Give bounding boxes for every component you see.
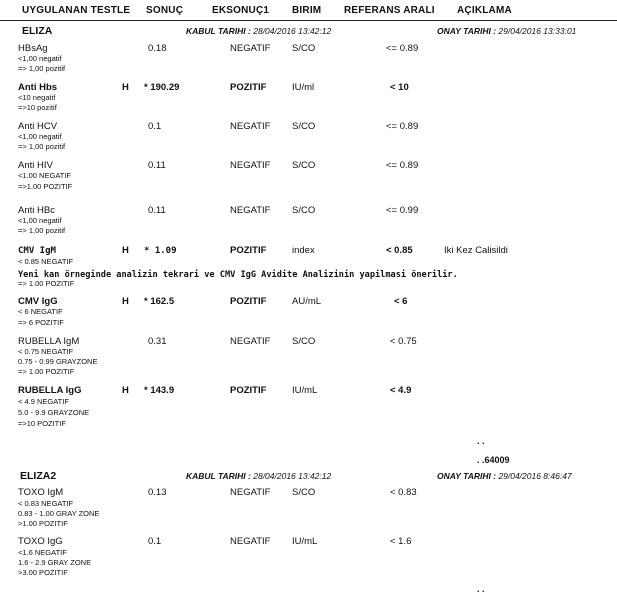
test-name: TOXO IgG [18, 536, 63, 547]
test-ref: <= 0.89 [386, 121, 419, 132]
test-result: POZITIF [230, 296, 267, 307]
ref-note: 1.6 - 2.9 GRAY ZONE [18, 558, 92, 567]
ref-note: >1.00 POZITIF [18, 519, 68, 528]
test-result: NEGATIF [230, 121, 271, 132]
test-unit: S/CO [292, 121, 316, 132]
stray-code: . .64009 [477, 455, 510, 465]
test-unit: IU/mL [292, 385, 318, 396]
test-unit: S/CO [292, 336, 316, 347]
test-name: Anti HIV [18, 160, 53, 171]
ref-note: < 0.75 NEGATIF [18, 347, 74, 356]
test-unit: S/CO [292, 205, 316, 216]
ref-note: =>10 POZITIF [18, 419, 66, 428]
header-divider [0, 20, 617, 21]
test-value: 0.1 [148, 121, 162, 132]
ref-note: =>1.00 POZITIF [18, 182, 73, 191]
ref-note: < 0.83 NEGATIF [18, 499, 74, 508]
ref-note: <1.00 NEGATIF [18, 171, 72, 180]
ref-note: < 4.9 NEGATIF [18, 397, 69, 406]
accept-date: KABUL TARIHI : 28/04/2016 13:42:12 [186, 26, 332, 36]
test-ref: < 1.6 [390, 536, 412, 547]
ref-note: <1,00 negatif [18, 132, 62, 141]
test-unit: index [292, 245, 315, 256]
ref-note: <1,00 negatif [18, 216, 62, 225]
test-ref: <= 0.99 [386, 205, 419, 216]
ref-note: >3.00 POZITIF [18, 568, 68, 577]
col-desc-header: AÇIKLAMA [457, 5, 512, 16]
test-ref: <= 0.89 [386, 43, 419, 54]
test-flag: H [122, 296, 129, 307]
ref-note: => 1.00 POZITIF [18, 367, 75, 376]
col-result-header: SONUÇ [146, 5, 184, 16]
test-result: NEGATIF [230, 336, 271, 347]
ref-note: => 1.00 POZITIF [18, 281, 75, 287]
test-name: Anti Hbs [18, 82, 58, 93]
test-flag: H [122, 82, 129, 93]
test-flag: H [122, 385, 129, 396]
test-ref: <= 0.89 [386, 160, 419, 171]
ref-note: => 1,00 pozitif [18, 226, 66, 235]
test-value: 0.18 [148, 43, 167, 54]
test-unit: AU/mL [292, 296, 322, 307]
test-result: NEGATIF [230, 487, 271, 498]
test-value: 0.13 [148, 487, 167, 498]
col-unit-header: BIRIM [292, 5, 322, 16]
stray-mark: . . [477, 584, 485, 594]
test-name: CMV IgG [18, 296, 58, 307]
test-ref: < 0.85 [386, 245, 413, 256]
test-result: NEGATIF [230, 160, 271, 171]
test-name: Anti HBc [18, 205, 55, 216]
col-test-header: UYGULANAN TESTLE [22, 5, 131, 16]
test-flag: H [122, 245, 129, 256]
test-value: 0.11 [148, 205, 166, 216]
approve-date: ONAY TARIHI : 29/04/2016 13:33:01 [437, 26, 577, 36]
result-comment: Yeni kan örneginde analizin tekrari ve CMV IgG Avidite Analizinin yapilmasi önerilir. [18, 270, 458, 280]
test-unit: S/CO [292, 43, 316, 54]
test-unit: S/CO [292, 487, 316, 498]
ref-note: <1,00 negatif [18, 54, 62, 63]
section-title: ELIZA [22, 25, 53, 37]
test-result: NEGATIF [230, 43, 271, 54]
ref-note: 5.0 - 9.9 GRAYZONE [18, 408, 90, 417]
test-value: * 1.09 [144, 246, 177, 256]
ref-note: 0.75 - 0.99 GRAYZONE [18, 357, 98, 366]
test-value: * 143.9 [144, 385, 175, 396]
test-name: CMV IgM [18, 246, 56, 256]
test-name: RUBELLA IgM [18, 336, 80, 347]
accept-date: KABUL TARIHI : 28/04/2016 13:42:12 [186, 471, 332, 481]
test-result: NEGATIF [230, 536, 271, 547]
test-result: POZITIF [230, 82, 267, 93]
test-value: 0.11 [148, 160, 166, 171]
test-result: POZITIF [230, 245, 267, 256]
ref-note: < 0.85 NEGATIF [18, 257, 74, 266]
section-title: ELIZA2 [20, 470, 57, 482]
test-ref: < 6 [394, 296, 408, 307]
test-name: Anti HCV [18, 121, 58, 132]
test-ref: < 4.9 [390, 385, 412, 396]
ref-note: 0.83 - 1.00 GRAY ZONE [18, 509, 100, 518]
test-name: RUBELLA IgG [18, 385, 82, 396]
ref-note: => 1,00 pozitif [18, 64, 66, 73]
approve-date: ONAY TARIHI : 29/04/2016 8:46:47 [437, 471, 572, 481]
test-value: 0.31 [148, 336, 167, 347]
test-value: 0.1 [148, 536, 162, 547]
test-unit: S/CO [292, 160, 316, 171]
col-ref-header: REFERANS ARALI [344, 5, 435, 16]
stray-mark: . . [477, 436, 485, 446]
test-value: * 162.5 [144, 296, 175, 307]
test-ref: < 0.75 [390, 336, 417, 347]
test-value: * 190.29 [144, 82, 180, 93]
test-ref: < 0.83 [390, 487, 417, 498]
test-unit: IU/ml [292, 82, 315, 93]
col-exp-header: EKSONUÇ1 [212, 5, 270, 16]
ref-note: <1.6 NEGATIF [18, 548, 67, 557]
test-note: Iki Kez Calisildi [444, 245, 508, 256]
test-name: TOXO IgM [18, 487, 64, 498]
ref-note: < 6 NEGATIF [18, 307, 63, 316]
ref-note: => 6 POZITIF [18, 318, 64, 327]
test-result: NEGATIF [230, 205, 271, 216]
ref-note: <10 negatif [18, 93, 56, 102]
ref-note: =>10 pozitif [18, 103, 57, 112]
test-result: POZITIF [230, 385, 267, 396]
test-ref: < 10 [390, 82, 409, 93]
test-unit: IU/mL [292, 536, 318, 547]
test-name: HBsAg [18, 43, 48, 54]
ref-note: => 1,00 pozitif [18, 142, 66, 151]
